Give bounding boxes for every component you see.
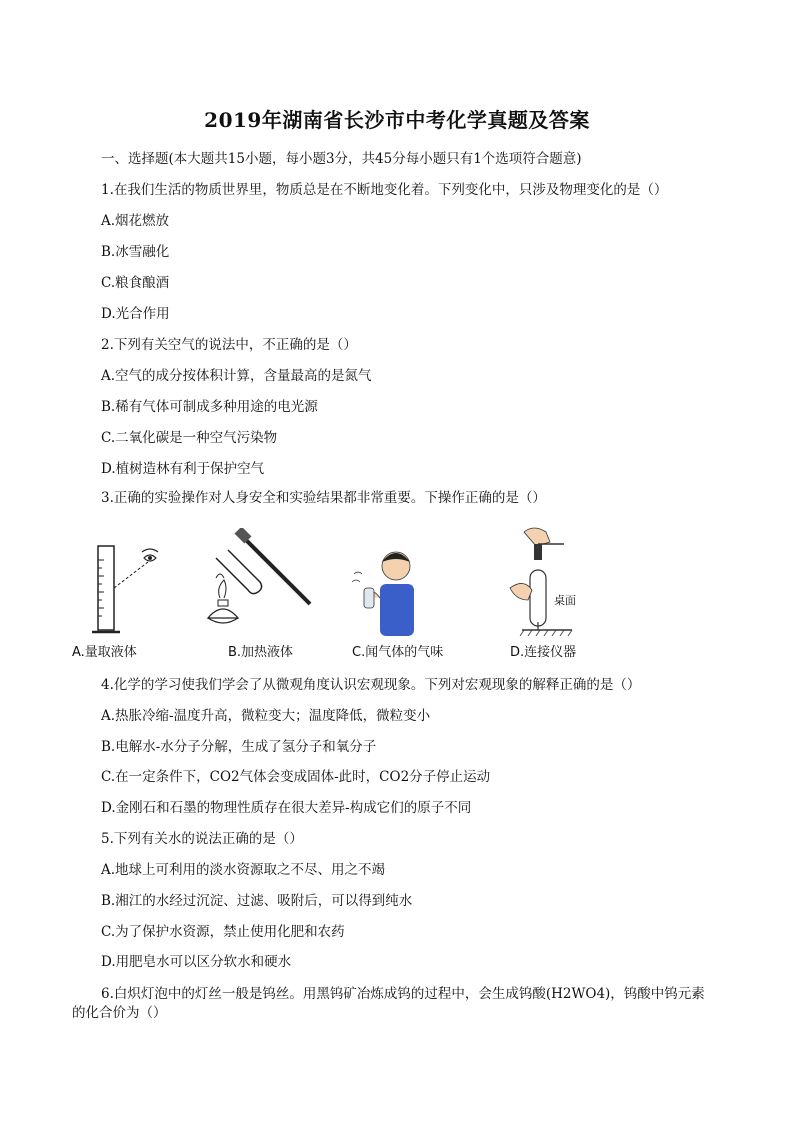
question-4-option-a: A.热胀冷缩-温度升高，微粒变大；温度降低，微粒变小	[101, 708, 431, 724]
smelling-gas-illustration	[350, 544, 430, 636]
question-5-option-d: D.用肥皂水可以区分软水和硬水	[101, 954, 292, 970]
question-2-option-b: B.稀有气体可制成多种用途的电光源	[101, 399, 318, 415]
question-1-stem: 1.在我们生活的物质世界里，物质总是在不断地变化着。下列变化中，只涉及物理变化的是（）	[101, 182, 668, 198]
question-4-option-c: C.在一定条件下，CO2气体会变成固体-此时，CO2分子停止运动	[101, 769, 491, 785]
question-2-option-d: D.植树造林有利于保护空气	[101, 461, 265, 477]
figure-caption-a: A.量取液体	[72, 645, 137, 660]
section-heading: 一、选择题(本大题共15小题，每小题3分，共45分每小题只有1个选项符合题意)	[101, 151, 582, 167]
question-5-stem: 5.下列有关水的说法正确的是（）	[101, 831, 303, 847]
question-4-stem: 4.化学的学习使我们学会了从微观角度认识宏观现象。下列对宏观现象的解释正确的是（）	[101, 677, 641, 693]
page-title: 2019年湖南省长沙市中考化学真题及答案	[204, 108, 590, 132]
question-3-stem: 3.正确的实验操作对人身安全和实验结果都非常重要。下操作正确的是（）	[101, 490, 546, 506]
question-2-option-c: C.二氧化碳是一种空气污染物	[101, 430, 278, 446]
question-4-option-b: B.电解水-水分子分解，生成了氢分子和氧分子	[101, 739, 377, 755]
figure-caption-c: C.闻气体的气味	[352, 645, 444, 660]
question-5-option-b: B.湘江的水经过沉淀、过滤、吸附后，可以得到纯水	[101, 893, 413, 909]
question-6-stem-line-2: 的化合价为（）	[72, 1005, 167, 1021]
question-3-figure	[68, 526, 608, 662]
question-2-option-a: A.空气的成分按体积计算，含量最高的是氮气	[101, 368, 372, 384]
question-5-option-a: A.地球上可利用的淡水资源取之不尽、用之不竭	[101, 862, 386, 878]
question-1-option-a: A.烟花燃放	[101, 213, 170, 229]
figure-caption-d: D.连接仪器	[510, 645, 577, 660]
graduated-cylinder-illustration	[86, 540, 166, 636]
question-1-option-c: C.粮食酿酒	[101, 275, 170, 291]
desk-surface-label: 桌面	[554, 594, 576, 607]
question-4-option-d: D.金刚石和石墨的物理性质存在很大差异-构成它们的原子不同	[101, 800, 472, 816]
connecting-apparatus-illustration	[508, 526, 608, 636]
question-1-option-b: B.冰雪融化	[101, 244, 170, 260]
question-5-option-c: C.为了保护水资源，禁止使用化肥和农药	[101, 924, 345, 940]
heating-liquid-illustration	[206, 528, 316, 636]
question-2-stem: 2.下列有关空气的说法中，不正确的是（）	[101, 337, 357, 353]
figure-caption-b: B.加热液体	[228, 645, 294, 660]
question-6-stem-line-1: 6.白炽灯泡中的灯丝一般是钨丝。用黑钨矿冶炼成钨的过程中，会生成钨酸(H2WO4)，钨酸中钨元素	[101, 986, 705, 1002]
question-1-option-d: D.光合作用	[101, 306, 170, 322]
